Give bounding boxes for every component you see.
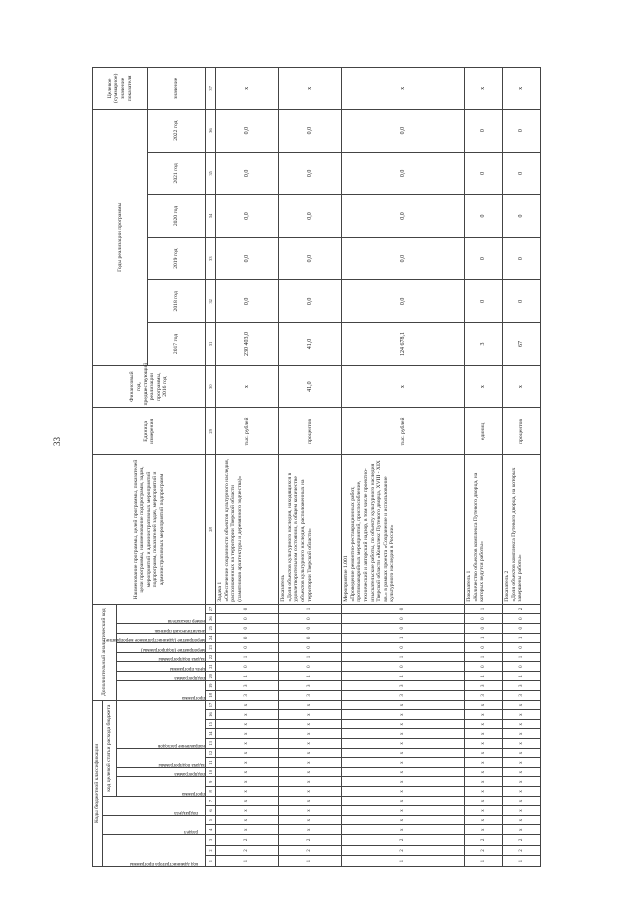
program-table bbox=[92, 67, 541, 867]
row-fin-year: x bbox=[342, 365, 465, 408]
code-digit: x bbox=[503, 758, 541, 768]
row-unit: тыс. рублей bbox=[216, 408, 279, 455]
code-digit: 2 bbox=[342, 835, 465, 846]
row-year-value: 0 bbox=[465, 280, 503, 323]
row-year-value: 3 bbox=[465, 323, 503, 366]
code-digit: 0 bbox=[342, 614, 465, 624]
header-target: Целевое (суммарное) значение показателя bbox=[93, 68, 148, 110]
code-digit: x bbox=[503, 729, 541, 739]
code-digit: 0 bbox=[279, 643, 342, 653]
code-digit: 1 bbox=[465, 671, 503, 681]
code-digit: x bbox=[503, 748, 541, 758]
code-digit: x bbox=[216, 787, 279, 797]
column-number: 25 bbox=[206, 623, 216, 633]
header-d-admin-meropr: мероприятие (административное мероприятие) bbox=[117, 633, 206, 643]
code-digit: x bbox=[465, 815, 503, 825]
code-digit: x bbox=[465, 758, 503, 768]
code-digit: 0 bbox=[465, 614, 503, 624]
row-fin-year: x bbox=[465, 365, 503, 408]
code-digit: 0 bbox=[503, 623, 541, 633]
code-digit: x bbox=[503, 825, 541, 835]
code-digit: 3 bbox=[465, 691, 503, 701]
code-digit: x bbox=[342, 815, 465, 825]
code-digit: 2 bbox=[279, 835, 342, 846]
code-digit: x bbox=[503, 806, 541, 816]
code-digit: x bbox=[279, 796, 342, 806]
code-digit: x bbox=[342, 710, 465, 720]
code-digit: 2 bbox=[465, 835, 503, 846]
column-number: 18 bbox=[206, 691, 216, 701]
code-digit: x bbox=[503, 787, 541, 797]
row-year-value: 0,0 bbox=[279, 280, 342, 323]
code-digit: x bbox=[279, 806, 342, 816]
code-digit: x bbox=[279, 739, 342, 749]
code-digit: 0 bbox=[279, 633, 342, 643]
code-digit: x bbox=[279, 767, 342, 777]
code-digit: x bbox=[342, 806, 465, 816]
column-number-row bbox=[206, 68, 216, 867]
code-digit: x bbox=[503, 739, 541, 749]
column-number: 27 bbox=[206, 604, 216, 614]
code-digit: x bbox=[465, 777, 503, 787]
header-2020: 2020 год bbox=[148, 195, 206, 238]
code-digit: 3 bbox=[503, 681, 541, 691]
header-d-priznak: аналитический признак bbox=[117, 623, 206, 633]
column-number: 15 bbox=[206, 719, 216, 729]
code-digit: 1 bbox=[216, 652, 279, 662]
code-digit: x bbox=[279, 777, 342, 787]
code-digit: x bbox=[216, 758, 279, 768]
row-unit: тыс. рублей bbox=[342, 408, 465, 455]
column-number: 8 bbox=[206, 787, 216, 797]
header-podrazdel: подразделa bbox=[102, 796, 206, 815]
header-dop-code: Дополнительный аналитический код bbox=[93, 604, 117, 700]
code-digit: 1 bbox=[503, 671, 541, 681]
page-number: 33 bbox=[52, 437, 62, 446]
code-digit: 0 bbox=[503, 614, 541, 624]
row-target: x bbox=[342, 68, 465, 110]
code-digit: x bbox=[216, 739, 279, 749]
code-digit: x bbox=[279, 815, 342, 825]
code-digit: x bbox=[279, 748, 342, 758]
row-target: x bbox=[503, 68, 541, 110]
code-digit: x bbox=[342, 700, 465, 710]
column-number: 4 bbox=[206, 825, 216, 835]
code-digit: 1 bbox=[503, 633, 541, 643]
code-digit: 0 bbox=[503, 643, 541, 653]
row-year-value: 0 bbox=[465, 152, 503, 195]
column-number: 9 bbox=[206, 777, 216, 787]
code-digit: x bbox=[279, 729, 342, 739]
table-row bbox=[465, 68, 503, 867]
column-number: 34 bbox=[206, 195, 216, 238]
row-name: Задача 1 «Обеспечение сохранности объектов культурного наследия, расположенных на территории Тверской области (памятников архитектуры и деревянного зодчества)» bbox=[216, 455, 279, 604]
code-digit: x bbox=[216, 767, 279, 777]
column-number: 33 bbox=[206, 237, 216, 280]
code-digit: x bbox=[342, 767, 465, 777]
code-digit: x bbox=[503, 767, 541, 777]
code-digit: x bbox=[216, 777, 279, 787]
code-digit: 0 bbox=[465, 623, 503, 633]
column-number: 29 bbox=[206, 408, 216, 455]
table-body bbox=[216, 68, 541, 867]
header-unit: Единица измерения bbox=[93, 408, 206, 455]
code-digit: x bbox=[465, 748, 503, 758]
row-year-value: 230 403,0 bbox=[216, 323, 279, 366]
row-year-value: 0 bbox=[465, 195, 503, 238]
code-digit: x bbox=[465, 806, 503, 816]
code-digit: x bbox=[216, 700, 279, 710]
code-digit: x bbox=[216, 806, 279, 816]
row-year-value: 0 bbox=[465, 237, 503, 280]
code-digit: 0 bbox=[465, 662, 503, 672]
code-digit: 0 bbox=[342, 643, 465, 653]
header-d-zadacha: задача подпрограммы bbox=[117, 652, 206, 662]
code-digit: x bbox=[465, 767, 503, 777]
row-target: x bbox=[465, 68, 503, 110]
code-digit: x bbox=[342, 787, 465, 797]
row-year-value: 0 bbox=[503, 195, 541, 238]
row-year-value: 0,0 bbox=[342, 195, 465, 238]
header-programma: программа bbox=[117, 777, 206, 796]
column-number: 28 bbox=[206, 455, 216, 604]
code-digit: x bbox=[465, 729, 503, 739]
header-budget-codes: Коды бюджетной классификации bbox=[93, 700, 103, 866]
code-digit: 2 bbox=[503, 835, 541, 846]
code-digit: 1 bbox=[279, 652, 342, 662]
code-digit: 0 bbox=[216, 643, 279, 653]
row-year-value: 0,0 bbox=[216, 237, 279, 280]
column-number: 2 bbox=[206, 845, 216, 856]
row-year-value: 0,0 bbox=[342, 280, 465, 323]
column-number: 23 bbox=[206, 643, 216, 653]
header-target-value: значение bbox=[148, 68, 206, 110]
code-digit: 0 bbox=[342, 623, 465, 633]
code-digit: 1 bbox=[465, 633, 503, 643]
column-number: 6 bbox=[206, 806, 216, 816]
code-digit: x bbox=[503, 777, 541, 787]
column-number: 3 bbox=[206, 835, 216, 846]
rotated-table-container bbox=[92, 67, 582, 867]
column-number: 13 bbox=[206, 739, 216, 749]
row-year-value: 41,0 bbox=[279, 323, 342, 366]
code-digit: x bbox=[342, 739, 465, 749]
header-razdel: раздел bbox=[102, 815, 206, 834]
code-digit: 3 bbox=[465, 681, 503, 691]
code-digit: 0 bbox=[279, 614, 342, 624]
row-year-value: 0,0 bbox=[279, 152, 342, 195]
header-name: Наименование программы, целей программы, показателей цели программы, наименование подпрограмм, задач, мероприятий и административных мероприятий подпрограмм, показателей задач, мероприятий и административных мероприятий подпрограмм bbox=[93, 455, 206, 604]
row-year-value: 0,0 bbox=[216, 109, 279, 152]
column-number: 26 bbox=[206, 614, 216, 624]
column-number: 14 bbox=[206, 729, 216, 739]
row-fin-year: 41,0 bbox=[279, 365, 342, 408]
header-2018: 2018 год bbox=[148, 280, 206, 323]
column-number: 5 bbox=[206, 815, 216, 825]
column-number: 31 bbox=[206, 323, 216, 366]
code-digit: x bbox=[465, 796, 503, 806]
code-digit: 1 bbox=[465, 652, 503, 662]
code-digit: x bbox=[216, 729, 279, 739]
code-digit: x bbox=[465, 787, 503, 797]
row-year-value: 0,0 bbox=[279, 195, 342, 238]
header-d-nomer: номер показателя bbox=[117, 604, 206, 623]
code-digit: x bbox=[342, 825, 465, 835]
code-digit: 1 bbox=[342, 652, 465, 662]
column-number: 20 bbox=[206, 671, 216, 681]
code-digit: 0 bbox=[216, 614, 279, 624]
row-name: Мероприятие 1.001 «Проведение ремонтно-реставрационных работ, противоаварийных мероприятий, приспособление, технический и авторский надзор, в том числе проектно-изыскательские работы, по объекту культурного наследия Тверской области «Комплекс Путевого дворца, XVIII - XIX вв.» в рамках проекта «Сохранение и использование культурного наследия в России» bbox=[342, 455, 465, 604]
code-digit: x bbox=[342, 729, 465, 739]
code-digit: x bbox=[503, 796, 541, 806]
code-digit: x bbox=[216, 710, 279, 720]
code-digit: x bbox=[279, 700, 342, 710]
column-number: 11 bbox=[206, 758, 216, 768]
header-d-cel: цель программы bbox=[117, 662, 206, 672]
column-number: 16 bbox=[206, 710, 216, 720]
code-digit: 1 bbox=[465, 856, 503, 867]
code-digit: 0 bbox=[279, 623, 342, 633]
code-digit: 3 bbox=[342, 681, 465, 691]
row-year-value: 0,0 bbox=[216, 195, 279, 238]
code-digit: x bbox=[465, 719, 503, 729]
column-number: 36 bbox=[206, 109, 216, 152]
header-2017: 2017 год bbox=[148, 323, 206, 366]
table-row bbox=[279, 68, 342, 867]
code-digit: 0 bbox=[342, 662, 465, 672]
code-digit: 1 bbox=[216, 856, 279, 867]
column-number: 24 bbox=[206, 633, 216, 643]
code-digit: 1 bbox=[342, 856, 465, 867]
header-2021: 2021 год bbox=[148, 152, 206, 195]
code-digit: x bbox=[279, 758, 342, 768]
header-podprogramma: подпрограмма bbox=[117, 767, 206, 777]
code-digit: 2 bbox=[216, 845, 279, 856]
code-digit: x bbox=[465, 739, 503, 749]
code-digit: x bbox=[216, 719, 279, 729]
row-year-value: 67 bbox=[503, 323, 541, 366]
code-digit: x bbox=[216, 796, 279, 806]
code-digit: x bbox=[342, 796, 465, 806]
column-number: 17 bbox=[206, 700, 216, 710]
row-unit: единиц bbox=[465, 408, 503, 455]
code-digit: 1 bbox=[216, 671, 279, 681]
table-row bbox=[216, 68, 279, 867]
code-digit: 3 bbox=[279, 681, 342, 691]
row-unit: процентов bbox=[503, 408, 541, 455]
row-year-value: 0,0 bbox=[279, 109, 342, 152]
header-d-programma: программа bbox=[117, 681, 206, 700]
code-digit: x bbox=[342, 758, 465, 768]
code-digit: x bbox=[503, 719, 541, 729]
code-digit: 0 bbox=[503, 662, 541, 672]
code-digit: x bbox=[279, 710, 342, 720]
code-digit: 1 bbox=[503, 652, 541, 662]
code-digit: x bbox=[342, 748, 465, 758]
header-d-meropriyatie: мероприятие (подпрограммы) bbox=[117, 643, 206, 653]
row-year-value: 0,0 bbox=[216, 280, 279, 323]
column-number: 1 bbox=[206, 856, 216, 867]
code-digit: 3 bbox=[279, 691, 342, 701]
code-digit: 2 bbox=[503, 604, 541, 614]
row-fin-year: x bbox=[503, 365, 541, 408]
code-digit: x bbox=[279, 787, 342, 797]
code-digit: x bbox=[503, 700, 541, 710]
header-zadacha: задача подпрограммы bbox=[117, 748, 206, 767]
code-digit: 2 bbox=[216, 835, 279, 846]
row-name: Показатель 1 «Количество объектов комплекса Путевого дворца, на которых ведутся работы» bbox=[465, 455, 503, 604]
column-number: 10 bbox=[206, 767, 216, 777]
header-years-group: Годы реализации программы bbox=[93, 109, 148, 365]
code-digit: 2 bbox=[465, 845, 503, 856]
column-number: 35 bbox=[206, 152, 216, 195]
row-unit: процентов bbox=[279, 408, 342, 455]
code-digit: x bbox=[216, 815, 279, 825]
table-row bbox=[342, 68, 465, 867]
code-digit: 1 bbox=[279, 604, 342, 614]
column-number: 21 bbox=[206, 662, 216, 672]
header-fin-year: Финансовый год, предшествующий реализации программы, 2016 год bbox=[93, 365, 206, 408]
column-number: 30 bbox=[206, 365, 216, 408]
header-2022: 2022 год bbox=[148, 109, 206, 152]
code-digit: 3 bbox=[503, 691, 541, 701]
row-year-value: 124 678,1 bbox=[342, 323, 465, 366]
code-digit: 2 bbox=[503, 845, 541, 856]
row-year-value: 0 bbox=[503, 152, 541, 195]
table-row bbox=[503, 68, 541, 867]
code-digit: x bbox=[503, 815, 541, 825]
code-digit: 1 bbox=[279, 856, 342, 867]
code-digit: x bbox=[279, 825, 342, 835]
row-year-value: 0,0 bbox=[279, 237, 342, 280]
code-digit: 2 bbox=[279, 845, 342, 856]
code-digit: 0 bbox=[216, 662, 279, 672]
code-digit: 2 bbox=[342, 845, 465, 856]
header-napravlenie: направление расходов bbox=[117, 700, 206, 748]
code-digit: x bbox=[279, 719, 342, 729]
code-digit: 1 bbox=[279, 671, 342, 681]
code-digit: 1 bbox=[503, 856, 541, 867]
code-digit: x bbox=[503, 710, 541, 720]
row-name: Показатель 2 «Доля объектов комплекса Путевого дворца, на которых завершены работы» bbox=[503, 455, 541, 604]
header-d-podprogramma: подпрограмма bbox=[117, 671, 206, 681]
code-digit: 3 bbox=[216, 691, 279, 701]
column-number: 22 bbox=[206, 652, 216, 662]
row-target: x bbox=[279, 68, 342, 110]
row-fin-year: x bbox=[216, 365, 279, 408]
column-number: 19 bbox=[206, 681, 216, 691]
code-digit: 1 bbox=[342, 633, 465, 643]
code-digit: 0 bbox=[216, 623, 279, 633]
code-digit: x bbox=[342, 777, 465, 787]
code-digit: x bbox=[465, 700, 503, 710]
header-2019: 2019 год bbox=[148, 237, 206, 280]
code-digit: x bbox=[465, 825, 503, 835]
column-number: 37 bbox=[206, 68, 216, 110]
row-year-value: 0,0 bbox=[216, 152, 279, 195]
code-digit: 1 bbox=[342, 671, 465, 681]
row-year-value: 0,0 bbox=[342, 237, 465, 280]
row-year-value: 0 bbox=[465, 109, 503, 152]
column-number: 32 bbox=[206, 280, 216, 323]
code-digit: 3 bbox=[216, 681, 279, 691]
code-digit: x bbox=[465, 710, 503, 720]
column-number: 12 bbox=[206, 748, 216, 758]
code-digit: 0 bbox=[216, 633, 279, 643]
row-target: x bbox=[216, 68, 279, 110]
code-digit: 0 bbox=[342, 604, 465, 614]
code-digit: x bbox=[216, 748, 279, 758]
row-year-value: 0 bbox=[503, 280, 541, 323]
code-digit: x bbox=[342, 719, 465, 729]
row-year-value: 0,0 bbox=[342, 152, 465, 195]
code-digit: 0 bbox=[465, 643, 503, 653]
row-name: Показатель «Доля объектов культурного наследия, находящихся в удовлетворительном состоянии, в общем количестве объектов культурного наследия, расположенных на территории Тверской области» bbox=[279, 455, 342, 604]
row-year-value: 0,0 bbox=[342, 109, 465, 152]
code-digit: 3 bbox=[342, 691, 465, 701]
column-number: 7 bbox=[206, 796, 216, 806]
code-digit: x bbox=[216, 825, 279, 835]
row-year-value: 0 bbox=[503, 109, 541, 152]
code-digit: 0 bbox=[279, 662, 342, 672]
code-digit: 1 bbox=[465, 604, 503, 614]
header-admin-code: код администратора программы bbox=[102, 835, 206, 867]
header-celevaya: код целевой статьи расхода бюджета bbox=[102, 700, 117, 796]
row-year-value: 0 bbox=[503, 237, 541, 280]
code-digit: 0 bbox=[216, 604, 279, 614]
